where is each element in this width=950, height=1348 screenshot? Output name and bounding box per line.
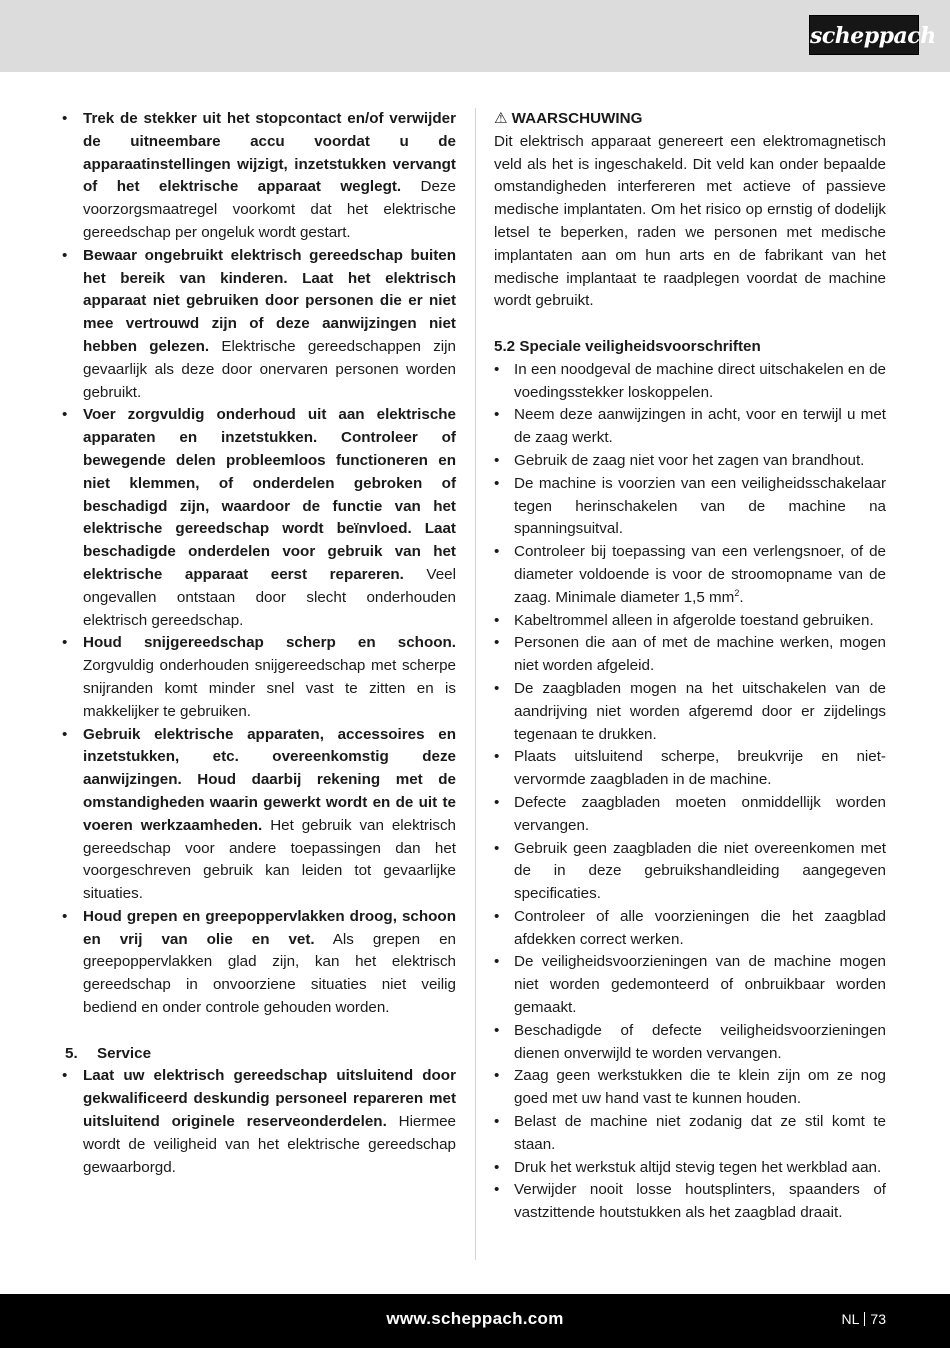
list-item: • In een noodgeval de machine direct uitschakelen en de voedingsstekker loskoppelen. (494, 359, 886, 405)
list-item (62, 906, 456, 1020)
list-item: • Personen die aan of met de machine werken, mogen niet worden afgeleid. (494, 632, 886, 678)
list-item: • Neem deze aanwijzingen in acht, voor en terwijl u met de zaag werkt. (494, 404, 886, 450)
list-item: • Druk het werkstuk altijd stevig tegen het werkblad aan. (494, 1157, 886, 1180)
column-divider (475, 108, 476, 1260)
bullet-text: Als grepen en greepoppervlakken glad zijn, kan het elektrisch gereedschap in onvoorziene situaties niet veilig bediend en onder controle gehouden worden. (83, 930, 456, 1017)
bullet-bold-text: Trek de stekker uit het stopcontact en/of verwijder de uitneembare accu voordat u de apparaatinstellingen wijzigt, inzetstukken vervangt of het elektrische apparaat weglegt. (83, 110, 456, 196)
list-item (62, 632, 456, 723)
bullet-text: Deze voorzorgsmaatregel voorkomt dat het elektrische gereedschap per ongeluk wordt gestart. (83, 178, 456, 241)
list-item: • Kabeltrommel alleen in afgerolde toestand gebruiken. (494, 610, 886, 633)
brand-logo: scheppach (809, 15, 919, 55)
page-number (842, 1294, 886, 1344)
website-url[interactable]: www.scheppach.com (386, 1309, 564, 1328)
list-item: • De zaagbladen mogen na het uitschakelen van de aandrijving niet worden afgeremd door er zijdelings tegenaan te drukken. (494, 678, 886, 746)
list-item (62, 1065, 456, 1179)
list-item: • Belast de machine niet zodanig dat ze stil komt te staan. (494, 1111, 886, 1157)
list-item: • De veiligheidsvoorzieningen van de machine mogen niet worden gedemonteerd of onbruikbaar worden gemaakt. (494, 951, 886, 1019)
section-number: 5. (65, 1044, 78, 1062)
list-item (62, 245, 456, 405)
list-item: • Defecte zaagbladen moeten onmiddellijk worden vervangen. (494, 792, 886, 838)
safety-bullet-list (62, 108, 456, 1020)
list-item: • De machine is voorzien van een veiligheidsschakelaar tegen herinschakelen van de machine na spanningsuitval. (494, 473, 886, 541)
warning-text: Dit elektrisch apparaat genereert een elektromagnetisch veld als het is ingeschakeld. Dit veld kan onder bepaalde omstandigheden interfereren met actieve of passieve medische implantaten. Om het risico op ernstig of dodelijk letsel te beperken, raden we personen met medische implantaten aan om hun arts en de fabrikant van het medische implantaat te raadplegen voordat de machine wordt gebruikt. (494, 132, 886, 310)
list-item (62, 108, 456, 245)
language-code: NL (841, 1311, 860, 1327)
left-column (62, 108, 456, 1179)
bullet-text: Elektrische gereedschappen zijn gevaarlijk als deze door onervaren personen worden gebruikt. (83, 337, 456, 401)
service-bullet-list (62, 1065, 456, 1179)
right-column (494, 108, 886, 1225)
warning-triangle-icon: ⚠ (494, 110, 508, 127)
page-header (0, 0, 950, 72)
list-item: • Zaag geen werkstukken die te klein zijn om ze nog goed met uw hand vast te kunnen houden. (494, 1065, 886, 1111)
section-title: Service (97, 1044, 152, 1062)
bullet-bold-text: Voer zorgvuldig onderhoud uit aan elektrische apparaten en inzetstukken. Controleer of bewegende delen probleemloos functioneren en niet klemmen, of onderdelen gebroken of beschadigd zijn, waardoor de functie van het elektrische gereedschap wordt beïnvloed. Laat beschadigde onderdelen voor gebruik van het elektrische apparaat eerst repareren. (83, 406, 456, 583)
section-heading (62, 1043, 456, 1066)
warning-title: WAARSCHUWING (511, 110, 643, 127)
list-item: • Controleer bij toepassing van een verlengsnoer, of de diameter voldoende is voor de stroomopname van de zaag. Minimale diameter 1,5 $mm^2$. (494, 541, 886, 609)
list-item: • Gebruik de zaag niet voor het zagen van brandhout. (494, 450, 886, 473)
page-footer (0, 1294, 950, 1348)
bullet-bold-text: Gebruik elektrische apparaten, accessoires en inzetstukken, etc. overeenkomstig deze aanwijzingen. Houd daarbij rekening met de omstandigheden waarin gewerkt wordt en de uit te voeren werkzaamheden. (83, 725, 456, 834)
bullet-bold-text: Houd snijgereedschap scherp en schoon. (83, 634, 456, 652)
bullet-bold-text: Houd grepen en greepoppervlakken droog, schoon en vrij van olie en vet. (83, 907, 456, 948)
bullet-text: Zorgvuldig onderhouden snijgereedschap met scherpe snijranden komt minder snel vast te zitten en is makkelijker te gebruiken. (83, 657, 456, 720)
bullet-bold-text: Bewaar ongebruikt elektrisch gereedschap buiten het bereik van kinderen. Laat het elektrisch apparaat niet gebruiken door personen die er niet mee vertrouwd zijn of deze aanwijzingen niet hebben gelezen. (83, 246, 456, 355)
list-item: • Controleer of alle voorzieningen die het zaagblad afdekken correct werken. (494, 906, 886, 952)
list-item: • Gebruik geen zaagbladen die niet overeenkomen met de in deze gebruikshandleiding aangegeven specificaties. (494, 838, 886, 906)
bullet-bold-text: Laat uw elektrisch gereedschap uitsluitend door gekwalificeerd deskundig personeel repareren met uitsluitend originele reserveonderdelen. (83, 1067, 456, 1131)
section-heading: 5.2 Speciale veiligheidsvoorschriften (494, 337, 761, 355)
list-item: • Verwijder nooit losse houtsplinters, spaanders of vastzittende houtstukken als het zaagblad draait. (494, 1179, 886, 1225)
list-item: • Plaats uitsluitend scherpe, breukvrije en niet-vervormde zaagbladen in de machine. (494, 746, 886, 792)
list-item: • Beschadigde of defecte veiligheidsvoorzieningen dienen onverwijld te worden vervangen. (494, 1020, 886, 1066)
bullet-text: Veel ongevallen ontstaan door slecht onderhouden elektrisch gereedschap. (83, 565, 456, 629)
bullet-text: Het gebruik van elektrisch gereedschap voor andere toepassingen dan het voorgeschreven gebruik kan leiden tot gevaarlijke situaties. (83, 816, 457, 903)
warning-heading (494, 108, 886, 131)
bullet-text: Hiermee wordt de veiligheid van het elektrische gereedschap gewaarborgd. (83, 1113, 456, 1176)
list-item (62, 404, 456, 632)
special-rules-list (494, 359, 886, 1225)
list-item (62, 724, 456, 906)
page-num: 73 (870, 1311, 886, 1327)
